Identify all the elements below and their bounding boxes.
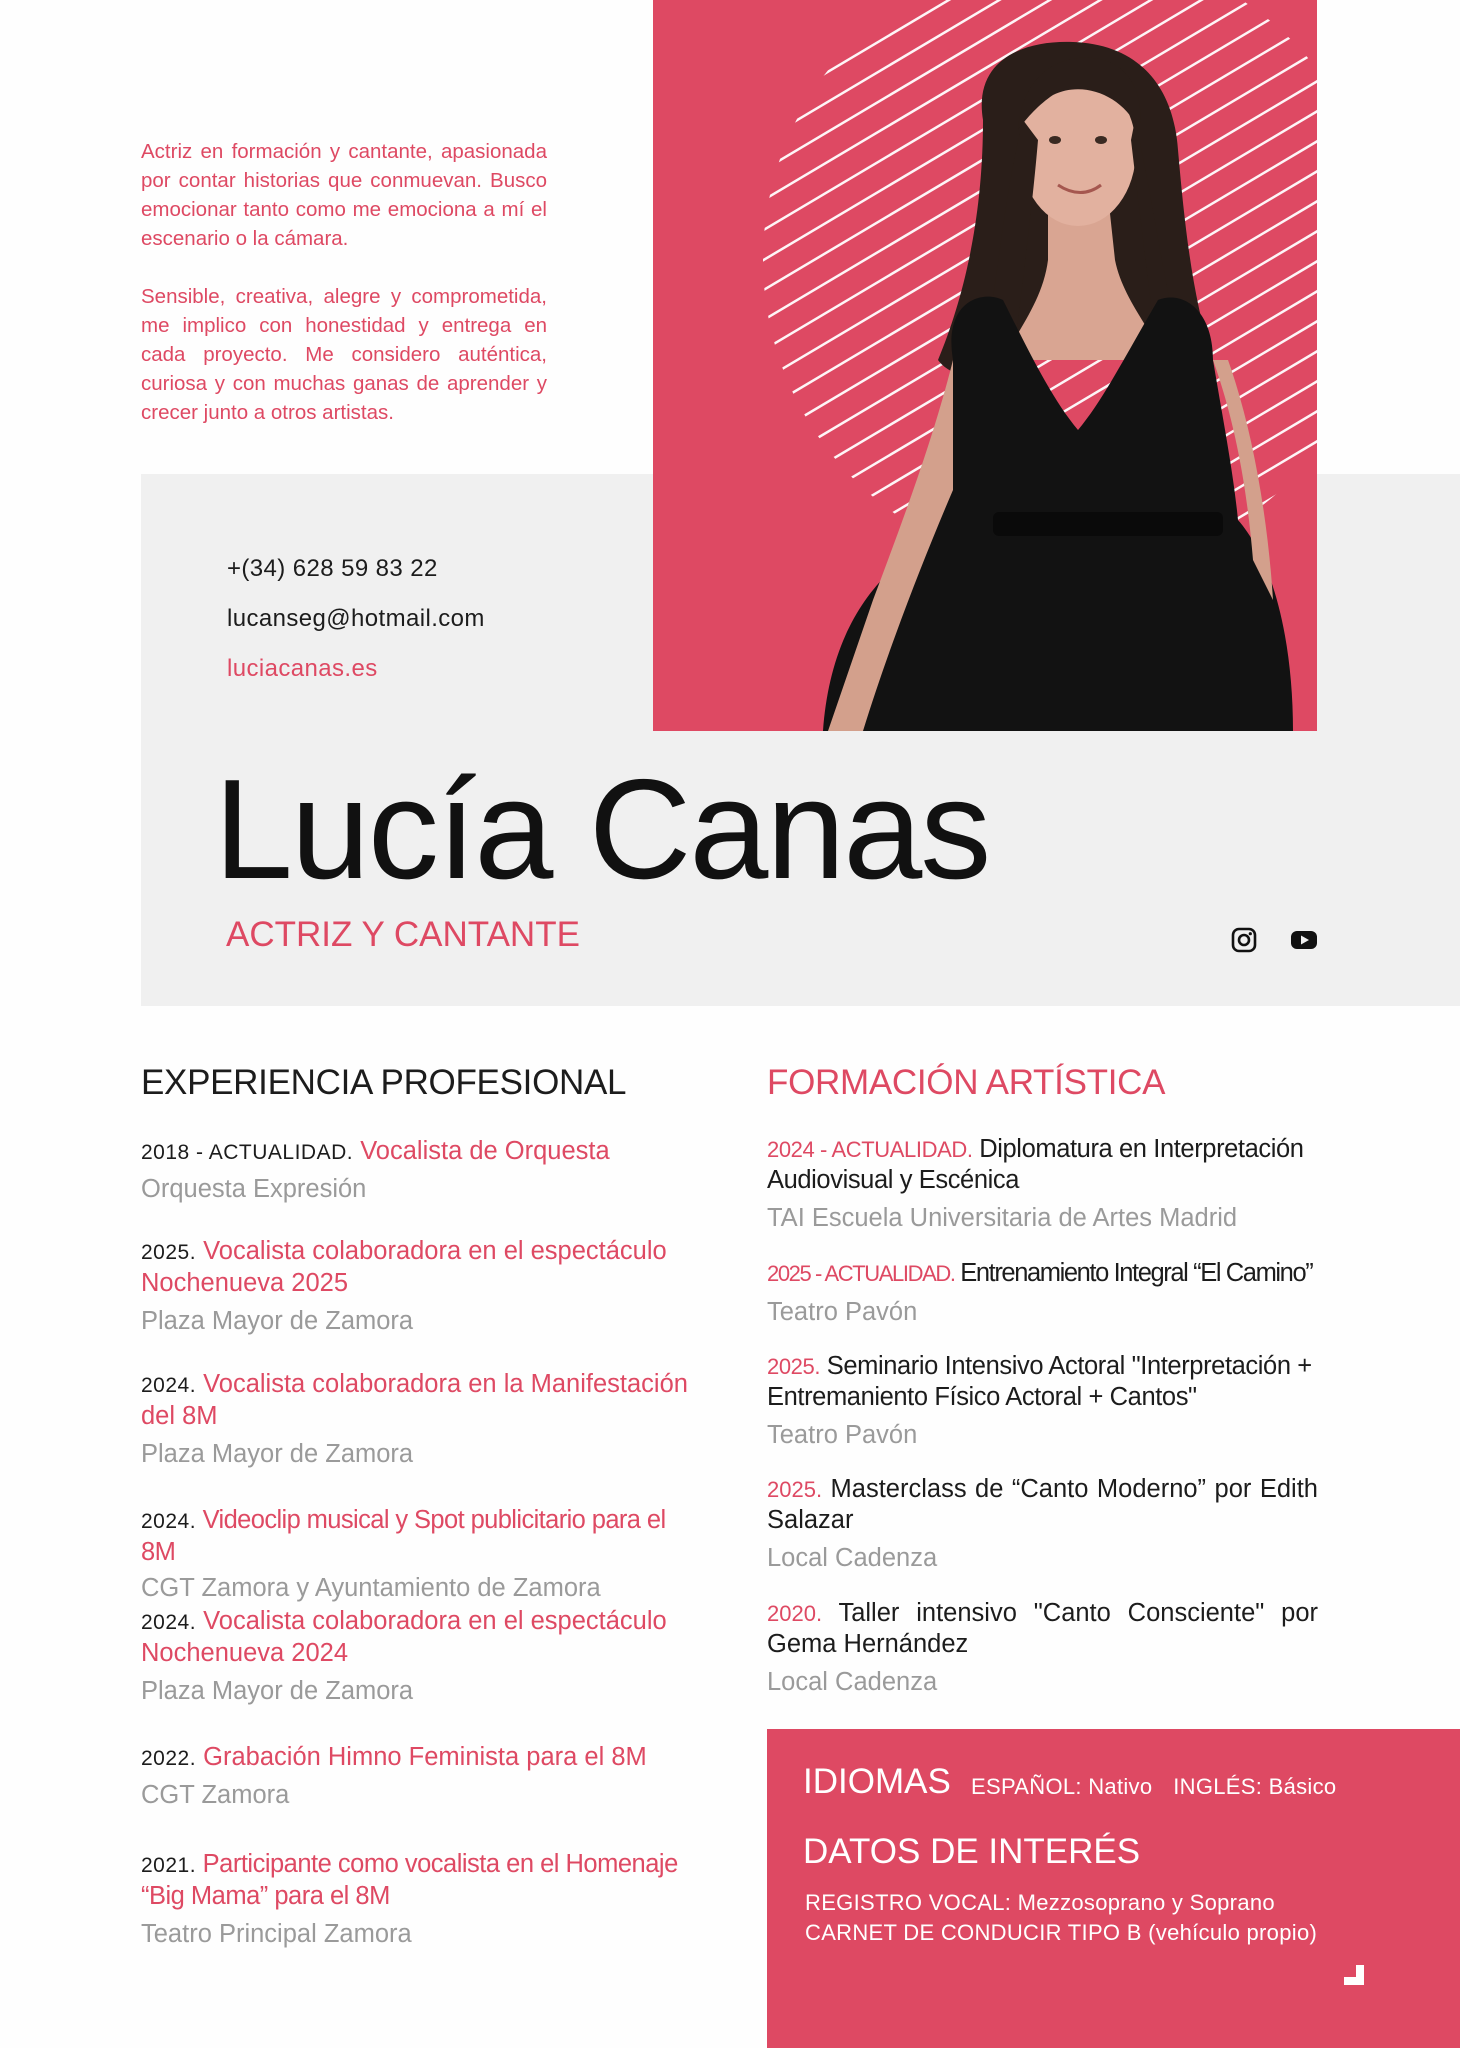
corner-mark-icon: [1344, 1965, 1364, 1985]
item-year: 2020.: [767, 1601, 823, 1626]
item-year: 2018 - ACTUALIDAD.: [141, 1141, 354, 1164]
languages-title: IDIOMAS: [803, 1762, 951, 1801]
item-place: CGT Zamora: [141, 1781, 290, 1809]
intro-paragraph-1: Actriz en formación y cantante, apasionada por contar historias que conmuevan. Busco emocionar tanto como me emociona a mí el escenario o la cámara.: [141, 140, 547, 250]
item-place: Plaza Mayor de Zamora: [141, 1677, 414, 1705]
list-item: [141, 1742, 701, 1810]
item-year: 2024.: [141, 1611, 197, 1634]
page-title: Lucía Canas: [214, 750, 990, 909]
list-item: [141, 1606, 701, 1706]
item-year: 2025.: [767, 1354, 821, 1379]
item-year: 2024.: [141, 1510, 197, 1533]
item-place: Teatro Pavón: [767, 1421, 918, 1449]
interest-title: DATOS DE INTERÉS: [803, 1832, 1141, 1871]
item-place: Plaza Mayor de Zamora: [141, 1440, 414, 1468]
item-place: Plaza Mayor de Zamora: [141, 1307, 414, 1335]
list-item: [141, 1369, 701, 1469]
photo-illustration: [653, 0, 1317, 731]
language-label: INGLÉS:: [1173, 1774, 1263, 1799]
item-title: Seminario Intensivo Actoral "Interpretación + Entremaniento Físico Actoral + Cantos": [767, 1352, 1312, 1411]
item-title: Vocalista de Orquesta: [360, 1137, 610, 1165]
item-title: Taller intensivo "Canto Consciente" por Gema Hernández: [767, 1599, 1319, 1658]
item-place: Local Cadenza: [767, 1544, 938, 1572]
subtitle: ACTRIZ Y CANTANTE: [226, 915, 580, 954]
item-title: Entrenamiento Integral “El Camino”: [960, 1259, 1313, 1287]
languages-list: [971, 1772, 1336, 1802]
item-title: Vocalista colaboradora en el espectáculo Nochenueva 2024: [141, 1607, 667, 1667]
list-item: [141, 1505, 701, 1603]
item-year: 2022.: [141, 1747, 197, 1770]
item-place: Orquesta Expresión: [141, 1175, 367, 1203]
item-year: 2025 - ACTUALIDAD.: [767, 1261, 955, 1286]
item-year: 2025.: [767, 1477, 823, 1502]
item-year: 2024.: [141, 1374, 197, 1397]
list-item: [767, 1474, 1318, 1573]
item-title: Videoclip musical y Spot publicitario para el 8M: [141, 1506, 666, 1566]
website-link[interactable]: luciacanas.es: [227, 655, 378, 682]
item-year: 2021.: [141, 1854, 197, 1877]
item-title: Vocalista colaboradora en la Manifestación del 8M: [141, 1370, 688, 1430]
interest-line-1: REGISTRO VOCAL: Mezzosoprano y Soprano: [805, 1890, 1275, 1915]
item-place: Teatro Pavón: [767, 1298, 918, 1326]
training-title: FORMACIÓN ARTÍSTICA: [767, 1063, 1166, 1102]
item-title: Grabación Himno Feminista para el 8M: [203, 1743, 647, 1771]
phone-text: +(34) 628 59 83 22: [227, 555, 438, 582]
list-item: [767, 1258, 1318, 1327]
list-item: [767, 1351, 1318, 1450]
interest-line-2: CARNET DE CONDUCIR TIPO B (vehículo propio): [805, 1920, 1318, 1945]
instagram-icon[interactable]: [1231, 927, 1257, 953]
item-title: Diplomatura en Interpretación Audiovisual y Escénica: [767, 1135, 1304, 1194]
list-item: [141, 1236, 701, 1336]
experience-title: EXPERIENCIA PROFESIONAL: [141, 1063, 627, 1102]
list-item: [141, 1849, 701, 1949]
language-label: ESPAÑOL:: [971, 1774, 1082, 1799]
info-panel: [767, 1729, 1460, 2048]
item-year: 2024 - ACTUALIDAD.: [767, 1137, 973, 1162]
list-item: [767, 1598, 1318, 1697]
list-item: [141, 1136, 701, 1204]
intro-text: [141, 137, 547, 427]
language-level: Básico: [1268, 1774, 1337, 1799]
intro-paragraph-2: Sensible, creativa, alegre y comprometida, me implico con honestidad y entrega en cada proyecto. Me considero auténtica, curiosa y con muchas ganas de aprender y crecer junto a otros artistas.: [141, 285, 547, 424]
item-year: 2025.: [141, 1241, 197, 1264]
list-item: [767, 1134, 1318, 1233]
email-link[interactable]: lucanseg@hotmail.com: [227, 605, 485, 632]
item-title: Vocalista colaboradora en el espectáculo Nochenueva 2025: [141, 1237, 667, 1297]
language-level: Nativo: [1088, 1774, 1153, 1799]
item-place: Teatro Principal Zamora: [141, 1920, 412, 1948]
profile-photo: [653, 0, 1317, 731]
item-title: Participante como vocalista en el Homenaje “Big Mama” para el 8M: [141, 1850, 678, 1910]
youtube-icon[interactable]: [1290, 927, 1318, 953]
item-place: CGT Zamora y Ayuntamiento de Zamora: [141, 1574, 601, 1602]
item-place: Local Cadenza: [767, 1668, 938, 1696]
item-title: Masterclass de “Canto Moderno” por Edith Salazar: [767, 1475, 1318, 1534]
item-place: TAI Escuela Universitaria de Artes Madrid: [767, 1204, 1238, 1232]
